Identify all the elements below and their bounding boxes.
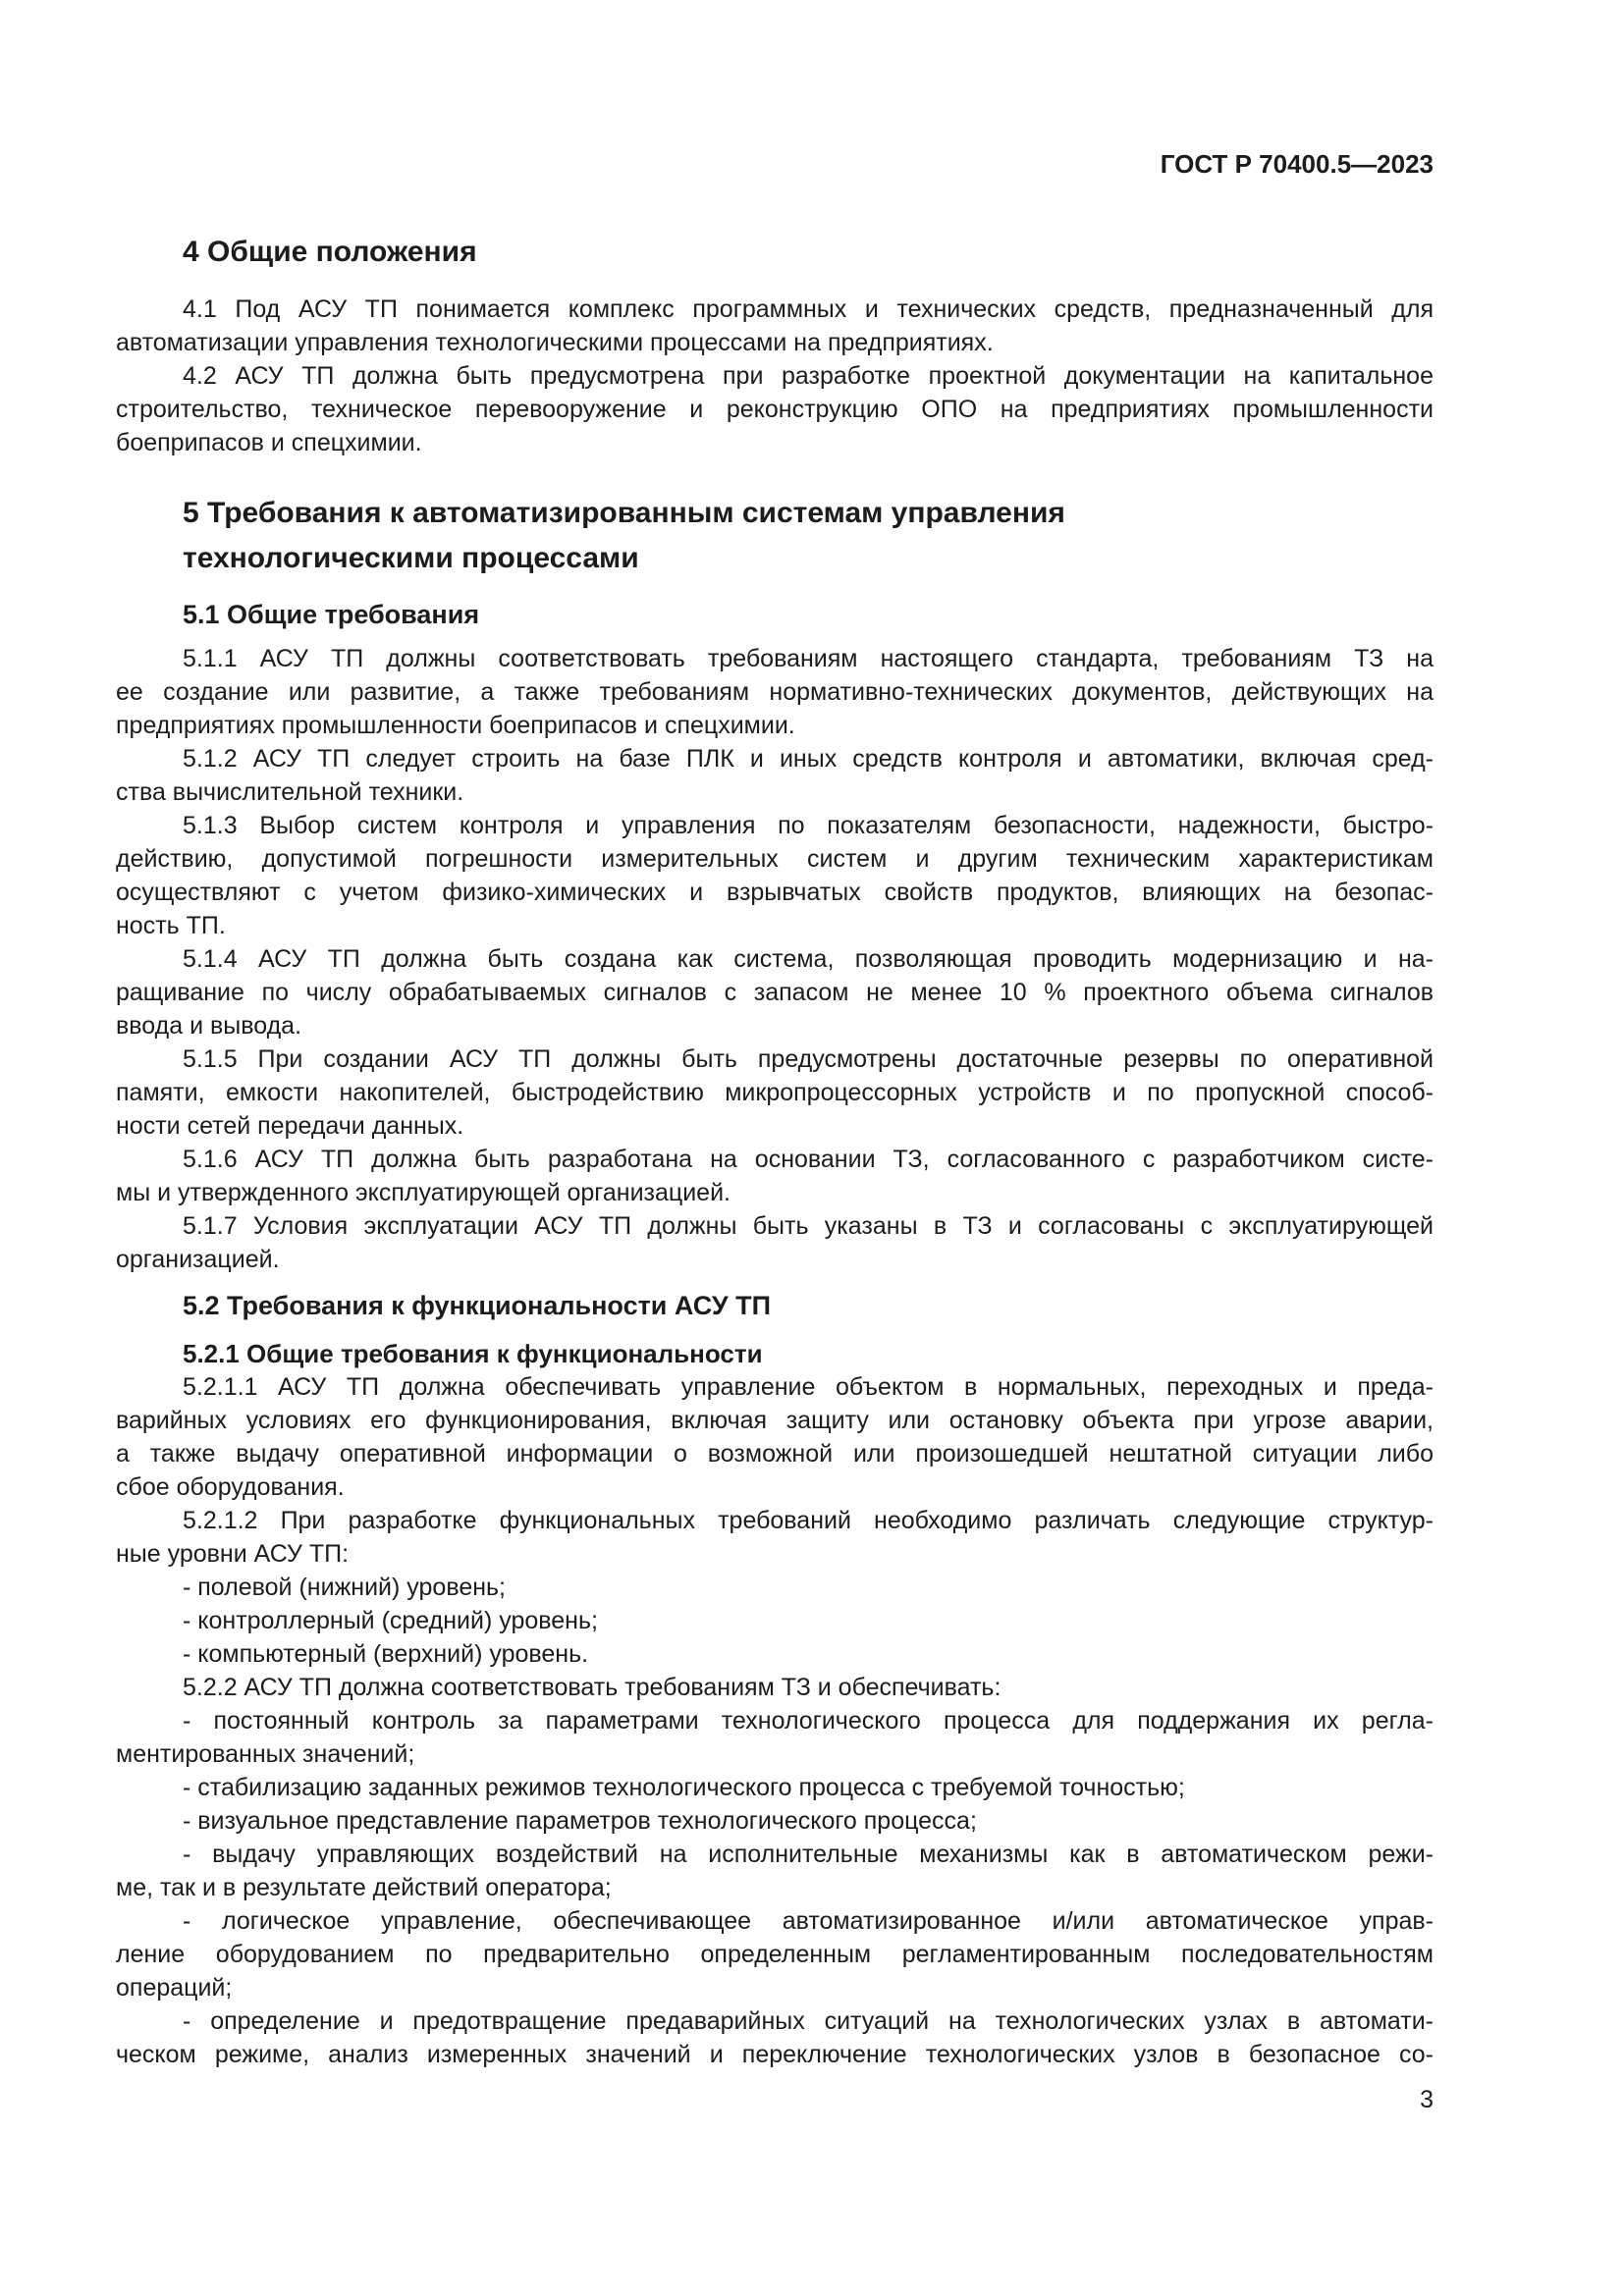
para-4-1 [116, 293, 1434, 359]
text-line: - визуальное представление параметров технологического процесса; [183, 1807, 977, 1835]
heading-5-2-1 [116, 1337, 1434, 1370]
text-line: а также выдачу оперативной информации о возможной или произошедшей нештатной ситуации либо [116, 1440, 1434, 1468]
text-line: действию, допустимой погрешности измерительных систем и другим техническим характеристикам [116, 845, 1434, 873]
section-4-heading [116, 234, 1434, 271]
text-line: ментированных значений; [116, 1740, 415, 1768]
para-5-1-1 [116, 642, 1434, 742]
text-line: 5.1.4 АСУ ТП должна быть создана как система, позволяющая проводить модернизацию и на- [183, 945, 1434, 973]
text-line: 5.1.6 АСУ ТП должна быть разработана на основании ТЗ, согласованного с разработчиком систе- [183, 1146, 1434, 1173]
text-line: 4.2 АСУ ТП должна быть предусмотрена при разработке проектной документации на капитальное [183, 362, 1434, 390]
text-line: 5.2 Требования к функциональности АСУ ТП [183, 1291, 772, 1320]
text-line: - постоянный контроль за параметрами технологического процесса для поддержания их регла- [183, 1707, 1434, 1735]
text-line: ные уровни АСУ ТП: [116, 1540, 350, 1568]
text-line: ввода и вывода. [116, 1012, 302, 1040]
text-line: - полевой (нижний) уровень; [183, 1574, 507, 1601]
text-line: варийных условиях его функционирования, включая защиту или остановку объекта при угрозе аварии, [116, 1407, 1434, 1434]
text-line: - логическое управление, обеспечивающее автоматизированное и/или автоматическое управ- [183, 1907, 1434, 1935]
list-item-preemergency [116, 2004, 1434, 2071]
text-line: ности сетей передачи данных. [116, 1112, 464, 1140]
text-line: 5.1.3 Выбор систем контроля и управления по показателям безопасности, надежности, быстро- [183, 812, 1434, 839]
text-line: 5.2.1.1 АСУ ТП должна обеспечивать управление объектом в нормальных, переходных и преда- [183, 1373, 1434, 1401]
list-item-level-computer [116, 1637, 1434, 1671]
para-5-2-2 [116, 1671, 1434, 1704]
text-line: организацией. [116, 1246, 280, 1273]
para-5-2-1-2 [116, 1504, 1434, 1571]
text-line: 5 Требования к автоматизированным системам управления [183, 497, 1065, 529]
text-line: памяти, емкости накопителей, быстродействию микропроцессорных устройств и по пропускной способ- [116, 1079, 1434, 1106]
list-item-level-controller [116, 1604, 1434, 1637]
text-line: 5.1.7 Условия эксплуатации АСУ ТП должны быть указаны в ТЗ и согласованы с эксплуатирующей [183, 1212, 1434, 1240]
list-item-logic-control [116, 1904, 1434, 2004]
text-line: ление оборудованием по предварительно определенным регламентированным последовательностям [116, 1941, 1434, 1968]
para-5-2-1-1 [116, 1370, 1434, 1504]
heading-5-2 [116, 1289, 1434, 1322]
para-5-1-2 [116, 742, 1434, 809]
text-line: сбое оборудования. [116, 1473, 345, 1501]
text-line: операций; [116, 1974, 233, 2002]
text-line: автоматизации управления технологическими процессами на предприятиях. [116, 329, 994, 356]
text-line: 5.2.1 Общие требования к функциональности [183, 1339, 763, 1368]
text-line: ме, так и в результате действий оператора; [116, 1874, 612, 1901]
section-5-heading [116, 491, 1434, 581]
document-content [116, 234, 1434, 2071]
text-line: ность ТП. [116, 912, 226, 939]
text-line: 5.1.1 АСУ ТП должны соответствовать требованиям настоящего стандарта, требованиям ТЗ на [183, 645, 1434, 672]
text-line: - компьютерный (верхний) уровень. [183, 1640, 589, 1668]
text-line: строительство, техническое перевооружение и реконструкцию ОПО на предприятиях промышленности [116, 396, 1434, 423]
para-5-1-6 [116, 1143, 1434, 1209]
doc-code: ГОСТ Р 70400.5—2023 [1160, 149, 1434, 179]
text-line: 5.1.5 При создании АСУ ТП должны быть предусмотрены достаточные резервы по оперативной [183, 1045, 1434, 1073]
para-5-1-3 [116, 809, 1434, 942]
text-line: ческом режиме, анализ измеренных значений и переключение технологических узлов в безопасное со- [116, 2041, 1434, 2068]
text-line: - выдачу управляющих воздействий на исполнительные механизмы как в автоматическом режи- [183, 1841, 1434, 1868]
text-line: осуществляют с учетом физико-химических и взрывчатых свойств продуктов, влияющих на безопас- [116, 879, 1434, 906]
text-line: 4 Общие положения [183, 236, 477, 268]
page-number: 3 [1420, 2086, 1434, 2113]
text-line: мы и утвержденного эксплуатирующей организацией. [116, 1179, 731, 1206]
list-item-visualization [116, 1804, 1434, 1838]
text-line: 5.2.1.2 При разработке функциональных требований необходимо различать следующие структур- [183, 1507, 1434, 1534]
text-line: боеприпасов и спецхимии. [116, 429, 422, 456]
text-line: 4.1 Под АСУ ТП понимается комплекс программных и технических средств, предназначенный для [183, 295, 1434, 323]
text-line: ства вычислительной техники. [116, 778, 464, 806]
text-line: 5.1 Общие требования [183, 600, 480, 629]
text-line: - стабилизацию заданных режимов технологического процесса с требуемой точностью; [183, 1774, 1185, 1801]
list-item-stabilization [116, 1771, 1434, 1804]
text-line: предприятиях промышленности боеприпасов и спецхимии. [116, 712, 795, 739]
text-line: 5.2.2 АСУ ТП должна соответствовать требованиям ТЗ и обеспечивать: [183, 1674, 1001, 1701]
text-line: ращивание по числу обрабатываемых сигналов с запасом не менее 10 % проектного объема сигналов [116, 979, 1434, 1006]
text-line: - контроллерный (средний) уровень; [183, 1607, 598, 1634]
heading-5-1 [116, 598, 1434, 631]
text-line: - определение и предотвращение предаварийных ситуаций на технологических узлах в автомати- [183, 2007, 1434, 2035]
text-line: технологическими процессами [183, 542, 639, 574]
para-4-2 [116, 359, 1434, 459]
list-item-control-actions [116, 1838, 1434, 1904]
para-5-1-4 [116, 942, 1434, 1042]
para-5-1-7 [116, 1209, 1434, 1276]
list-item-constant-control [116, 1704, 1434, 1771]
list-item-level-field [116, 1571, 1434, 1604]
text-line: ее создание или развитие, а также требованиям нормативно-технических документов, действующих на [116, 678, 1434, 706]
text-line: 5.1.2 АСУ ТП следует строить на базе ПЛК и иных средств контроля и автоматики, включая сред- [183, 745, 1434, 773]
para-5-1-5 [116, 1042, 1434, 1143]
